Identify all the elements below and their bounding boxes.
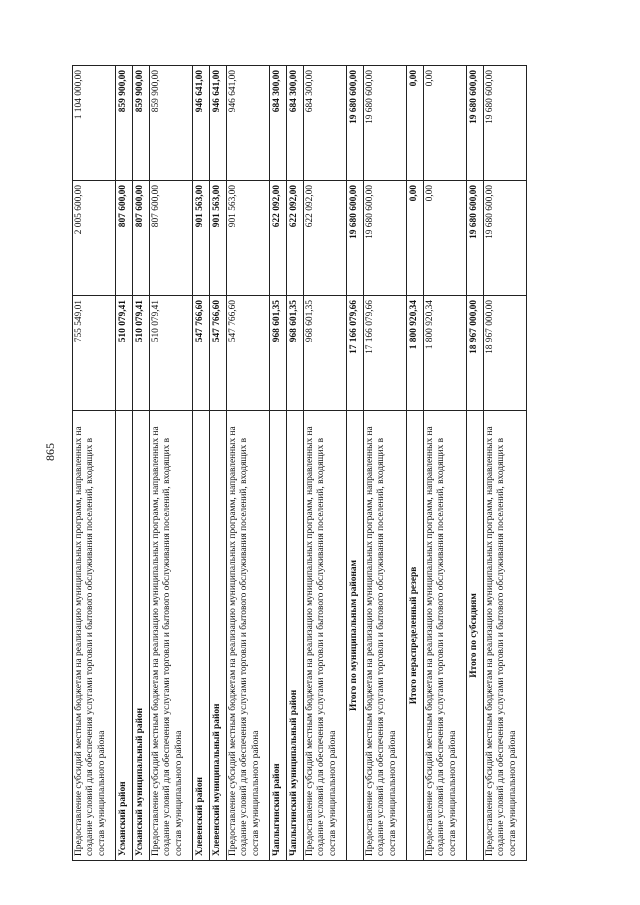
- amount-year-1: 968 601,35: [304, 296, 347, 411]
- amount-year-3: 0,00: [424, 66, 467, 181]
- amount-year-2: 0,00: [407, 181, 424, 296]
- table-row: [227, 66, 270, 861]
- row-description: Предоставление субсидий местным бюджетам на реализацию муниципальных программ, направленных на создание условий для обеспечения услугами торговли и бытового обслуживания поселений, входящих в состав муниципального района: [304, 411, 347, 861]
- amount-year-1: 18 967 000,00: [484, 296, 527, 411]
- subsidy-table-body: [73, 66, 527, 861]
- amount-year-2: 901 563,00: [227, 181, 270, 296]
- amount-year-3: 946 641,00: [193, 66, 210, 181]
- table-row: [150, 66, 193, 861]
- table-row: [116, 66, 133, 861]
- table-row: [304, 66, 347, 861]
- amount-year-3: 859 900,00: [150, 66, 193, 181]
- amount-year-1: 510 079,41: [150, 296, 193, 411]
- total-label: Итого нераспределенный резерв: [407, 411, 424, 861]
- region-name: Чаплыгинский район: [270, 411, 287, 861]
- rotated-table-container: [72, 66, 580, 861]
- table-row: [287, 66, 304, 861]
- row-description: Предоставление субсидий местным бюджетам на реализацию муниципальных программ, направленных на создание условий для обеспечения услугами торговли и бытового обслуживания поселений, входящих в состав муниципального района: [150, 411, 193, 861]
- table-row: [210, 66, 227, 861]
- amount-year-2: 19 680 600,00: [484, 181, 527, 296]
- amount-year-2: 19 680 600,00: [347, 181, 364, 296]
- table-row: [193, 66, 210, 861]
- table-row: [467, 66, 484, 861]
- region-name: Усманский район: [116, 411, 133, 861]
- table-row: [133, 66, 150, 861]
- amount-year-1: 547 766,60: [193, 296, 210, 411]
- amount-year-2: 807 600,00: [133, 181, 150, 296]
- row-description: Предоставление субсидий местным бюджетам на реализацию муниципальных программ, направленных на создание условий для обеспечения услугами торговли и бытового обслуживания поселений, входящих в состав муниципального района: [484, 411, 527, 861]
- amount-year-2: 807 600,00: [150, 181, 193, 296]
- table-row: [407, 66, 424, 861]
- amount-year-1: 17 166 079,66: [347, 296, 364, 411]
- amount-year-1: 510 079,41: [116, 296, 133, 411]
- amount-year-3: 684 300,00: [304, 66, 347, 181]
- amount-year-3: 859 900,00: [133, 66, 150, 181]
- amount-year-1: 755 549,01: [73, 296, 116, 411]
- amount-year-1: 1 800 920,34: [424, 296, 467, 411]
- subsidy-table: [72, 65, 527, 861]
- region-name: Хлевенский район: [193, 411, 210, 861]
- amount-year-2: 622 092,00: [287, 181, 304, 296]
- table-row: [484, 66, 527, 861]
- amount-year-1: 547 766,60: [227, 296, 270, 411]
- amount-year-2: 19 680 600,00: [364, 181, 407, 296]
- amount-year-3: 19 680 600,00: [484, 66, 527, 181]
- table-row: [364, 66, 407, 861]
- row-description: Предоставление субсидий местным бюджетам на реализацию муниципальных программ, направленных на создание условий для обеспечения услугами торговли и бытового обслуживания поселений, входящих в состав муниципального района: [227, 411, 270, 861]
- amount-year-3: 946 641,00: [210, 66, 227, 181]
- table-row: [73, 66, 116, 861]
- row-description: Предоставление субсидий местным бюджетам на реализацию муниципальных программ, направленных на создание условий для обеспечения услугами торговли и бытового обслуживания поселений, входящих в состав муниципального района: [73, 411, 116, 861]
- amount-year-2: 0,00: [424, 181, 467, 296]
- amount-year-3: 859 900,00: [116, 66, 133, 181]
- amount-year-3: 684 300,00: [270, 66, 287, 181]
- amount-year-2: 807 600,00: [116, 181, 133, 296]
- amount-year-1: 510 079,41: [133, 296, 150, 411]
- region-name: Усманский муниципальный район: [133, 411, 150, 861]
- table-row: [270, 66, 287, 861]
- amount-year-1: 547 766,60: [210, 296, 227, 411]
- row-description: Предоставление субсидий местным бюджетам на реализацию муниципальных программ, направленных на создание условий для обеспечения услугами торговли и бытового обслуживания поселений, входящих в состав муниципального района: [424, 411, 467, 861]
- amount-year-2: 2 005 600,00: [73, 181, 116, 296]
- amount-year-3: 946 641,00: [227, 66, 270, 181]
- amount-year-3: 19 680 600,00: [347, 66, 364, 181]
- amount-year-2: 622 092,00: [270, 181, 287, 296]
- amount-year-3: 19 680 600,00: [467, 66, 484, 181]
- amount-year-3: 1 104 000,00: [73, 66, 116, 181]
- amount-year-1: 17 166 079,66: [364, 296, 407, 411]
- amount-year-2: 622 092,00: [304, 181, 347, 296]
- page-number: 865: [43, 443, 57, 461]
- amount-year-2: 19 680 600,00: [467, 181, 484, 296]
- amount-year-2: 901 563,00: [193, 181, 210, 296]
- amount-year-1: 1 800 920,34: [407, 296, 424, 411]
- amount-year-2: 901 563,00: [210, 181, 227, 296]
- region-name: Чаплыгинский муниципальный район: [287, 411, 304, 861]
- amount-year-1: 968 601,35: [287, 296, 304, 411]
- region-name: Хлевенский муниципальный район: [210, 411, 227, 861]
- total-label: Итого по муниципальным районам: [347, 411, 364, 861]
- table-row: [424, 66, 467, 861]
- amount-year-3: 19 680 600,00: [364, 66, 407, 181]
- amount-year-1: 968 601,35: [270, 296, 287, 411]
- total-label: Итого по субсидиям: [467, 411, 484, 861]
- amount-year-3: 684 300,00: [287, 66, 304, 181]
- amount-year-1: 18 967 000,00: [467, 296, 484, 411]
- amount-year-3: 0,00: [407, 66, 424, 181]
- row-description: Предоставление субсидий местным бюджетам на реализацию муниципальных программ, направленных на создание условий для обеспечения услугами торговли и бытового обслуживания поселений, входящих в состав муниципального района: [364, 411, 407, 861]
- table-row: [347, 66, 364, 861]
